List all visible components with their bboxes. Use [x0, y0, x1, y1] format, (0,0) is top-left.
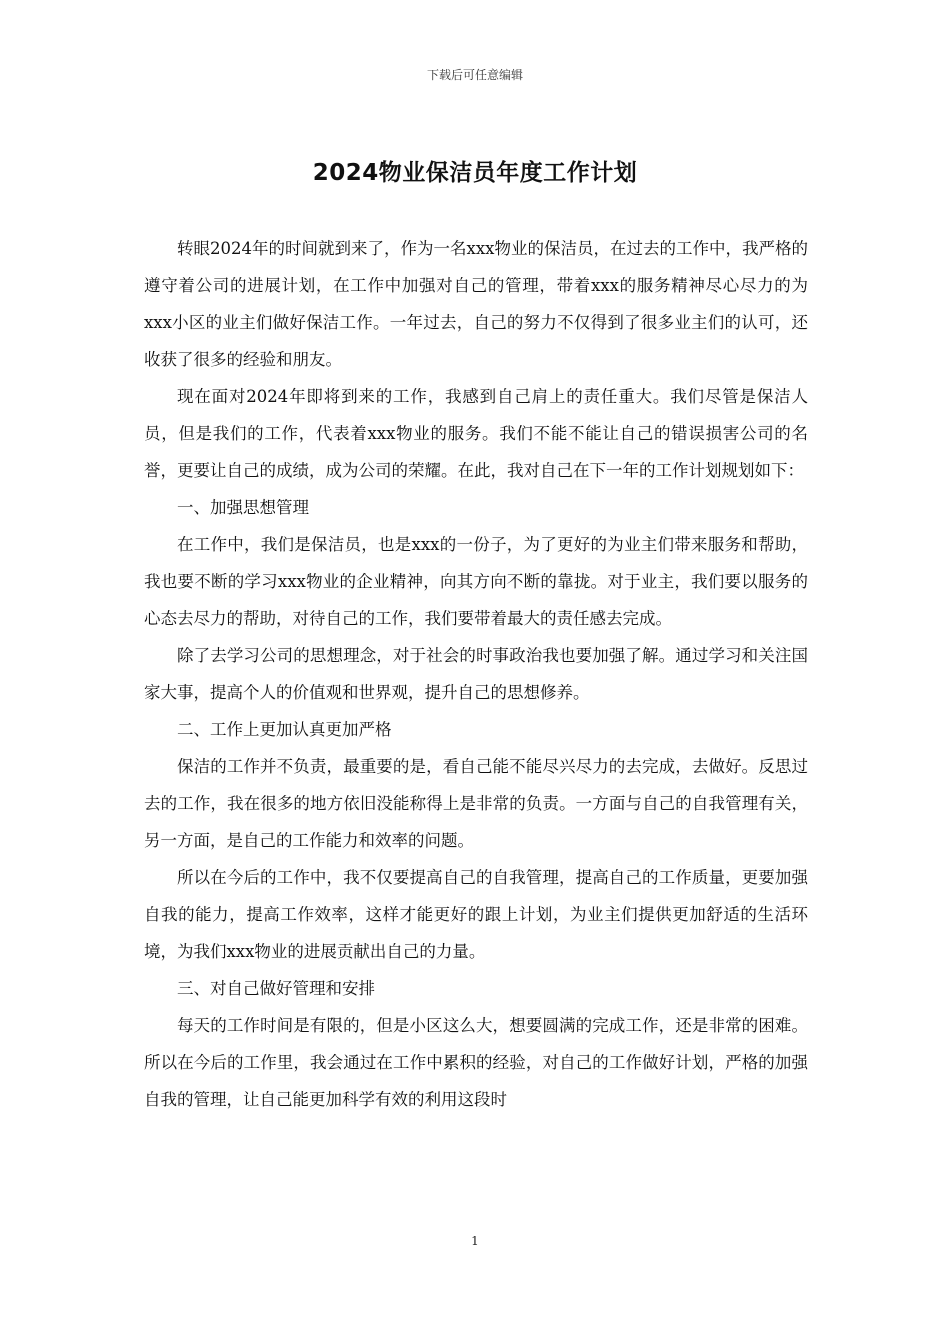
- section-heading: 三、对自己做好管理和安排: [177, 979, 375, 998]
- section-heading: 二、工作上更加认真更加严格: [177, 720, 392, 739]
- header-note: 下载后可任意编辑: [426, 68, 523, 82]
- paragraph: 除了去学习公司的思想理念，对于社会的时事政治我也要加强了解。通过学习和关注国家大事，提高个人的价值观和世界观，提升自己的思想修养。: [144, 646, 808, 702]
- document-body: [144, 230, 808, 1118]
- page-number: 1: [471, 1234, 479, 1248]
- paragraph: 保洁的工作并不负责，最重要的是，看自己能不能尽兴尽力的去完成，去做好。反思过去的工作，我在很多的地方依旧没能称得上是非常的负责。一方面与自己的自我管理有关，另一方面，是自己的工作能力和效率的问题。: [144, 757, 808, 850]
- paragraph: 每天的工作时间是有限的，但是小区这么大，想要圆满的完成工作，还是非常的困难。所以在今后的工作里，我会通过在工作中累积的经验，对自己的工作做好计划，严格的加强自我的管理，让自己能更加科学有效的利用这段时: [144, 1016, 808, 1109]
- paragraph: 转眼2024年的时间就到来了，作为一名xxx物业的保洁员，在过去的工作中，我严格的遵守着公司的进展计划，在工作中加强对自己的管理，带着xxx的服务精神尽心尽力的为xxx小区的业主们做好保洁工作。一年过去，自己的努力不仅得到了很多业主们的认可，还收获了很多的经验和朋友。: [144, 239, 808, 369]
- paragraph: 在工作中，我们是保洁员，也是xxx的一份子，为了更好的为业主们带来服务和帮助，我也要不断的学习xxx物业的企业精神，向其方向不断的靠拢。对于业主，我们要以服务的心态去尽力的帮助，对待自己的工作，我们要带着最大的责任感去完成。: [144, 535, 808, 628]
- section-heading: 一、加强思想管理: [177, 498, 309, 517]
- document-title: 2024物业保洁员年度工作计划: [312, 160, 638, 186]
- paragraph: 现在面对2024年即将到来的工作，我感到自己肩上的责任重大。我们尽管是保洁人员，但是我们的工作，代表着xxx物业的服务。我们不能不能让自己的错误损害公司的名誉，更要让自己的成绩，成为公司的荣耀。在此，我对自己在下一年的工作计划规划如下：: [144, 387, 808, 480]
- paragraph: 所以在今后的工作中，我不仅要提高自己的自我管理，提高自己的工作质量，更要加强自我的能力，提高工作效率，这样才能更好的跟上计划，为业主们提供更加舒适的生活环境，为我们xxx物业的进展贡献出自己的力量。: [144, 868, 808, 961]
